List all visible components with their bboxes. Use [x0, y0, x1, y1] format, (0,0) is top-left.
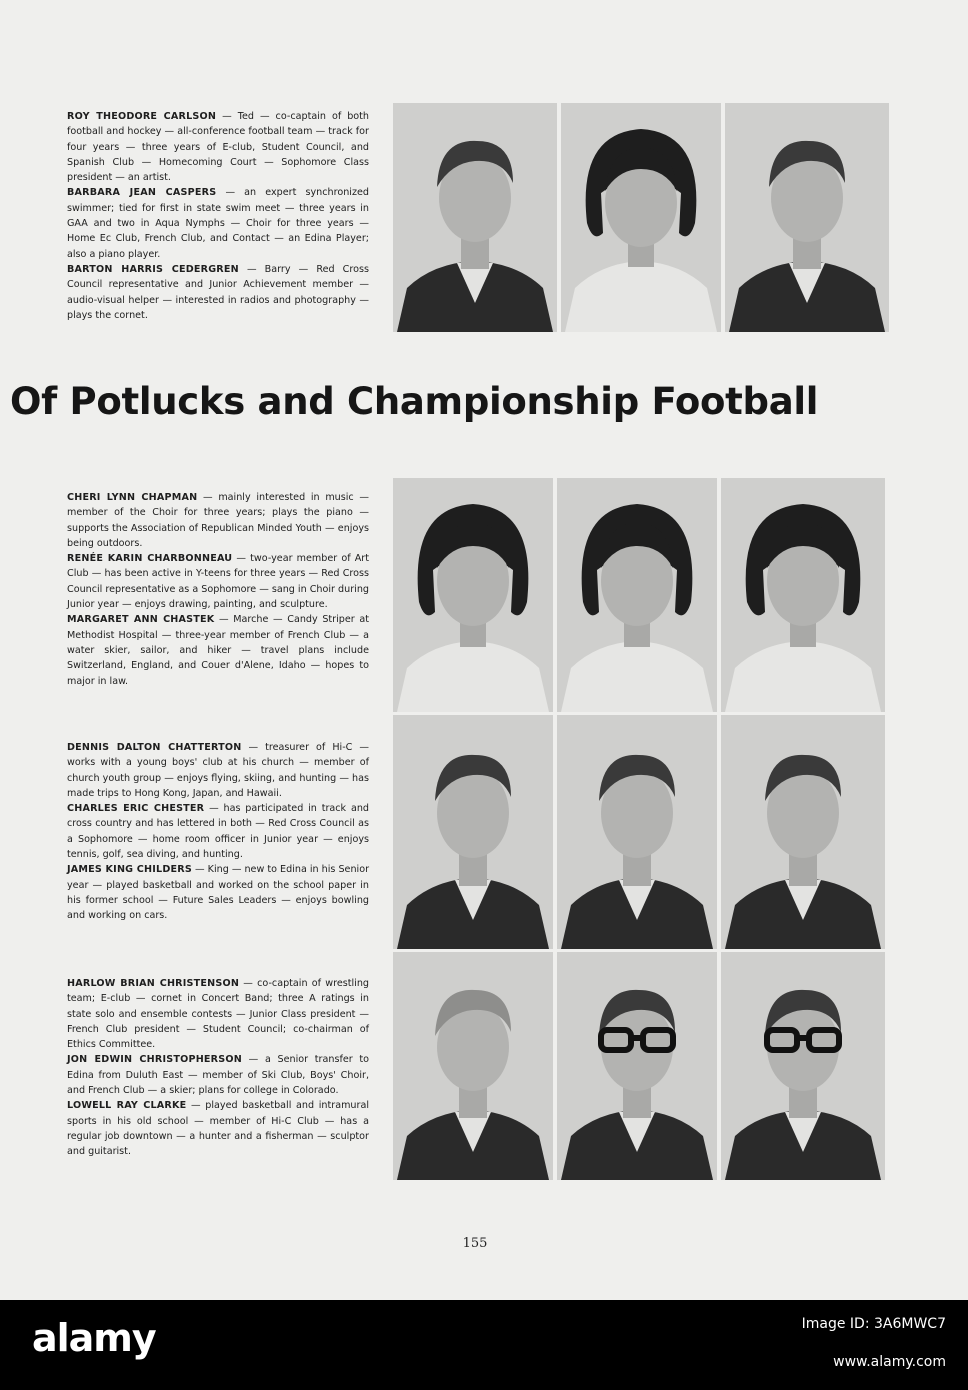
bio-entry [67, 862, 369, 923]
footer-info [802, 1316, 946, 1370]
student-portrait [721, 952, 885, 1180]
watermark-footer [0, 1300, 968, 1390]
student-bio: — Marche — Candy Striper at Methodist Hospital — three-year member of French Club — a water skier, sailor, and hiker — travel plans include Switzerland, England, and Couer d'Alene, Idaho — hopes to major in law. [67, 614, 369, 687]
student-portrait [393, 715, 553, 949]
student-bio: — mainly interested in music — member of the Choir for three years; plays the piano — supports the Association of Republican Minded Youth — enjoys being outdoors. [67, 492, 369, 549]
student-portrait [721, 715, 885, 949]
student-name: BARTON HARRIS CEDERGREN [67, 263, 239, 275]
bio-entry [67, 185, 369, 261]
bio-entry [67, 109, 369, 185]
student-portrait [557, 952, 717, 1180]
student-bio: — an expert synchronized swimmer; tied for first in state swim meet — three years in GAA and two in Aqua Nymphs — Choir for three years — Home Ec Club, French Club, and Contact — an Edina Player; also a piano player. [67, 187, 369, 260]
student-bio: — co-captain of wrestling team; E-club — cornet in Concert Band; three A ratings in state solo and ensemble contests — Junior Class president — French Club president — Student Council; co-chairman of Ethics Committee. [67, 978, 369, 1051]
bio-entry [67, 740, 369, 801]
student-name: LOWELL RAY CLARKE [67, 1100, 187, 1112]
student-portrait [725, 103, 889, 332]
student-bio: — King — new to Edina in his Senior year — played basketball and worked on the school paper in his former school — Future Sales Leaders — enjoys bowling and working on cars. [67, 864, 370, 922]
bio-entry [67, 490, 369, 551]
bio-entry [67, 976, 369, 1052]
student-portrait [393, 952, 553, 1180]
student-bio: — a Senior transfer to Edina from Duluth East — member of Ski Club, Boys' Choir, and French Club — a skier; plans for college in Colorado. [67, 1054, 369, 1097]
student-portrait [561, 103, 721, 332]
student-name: HARLOW BRIAN CHRISTENSON [67, 978, 240, 989]
bio-entry [67, 1052, 369, 1098]
student-name: CHERI LYNN CHAPMAN [67, 492, 198, 503]
student-portrait [721, 478, 885, 712]
bio-entry [67, 801, 369, 862]
student-name: JAMES KING CHILDERS [67, 864, 192, 876]
student-name: JON EDWIN CHRISTOPHERSON [67, 1054, 242, 1066]
student-name: ROY THEODORE CARLSON [67, 111, 217, 122]
student-bio: — Barry — Red Cross Council representative and Junior Achievement member — audio-visual helper — interested in radios and photography — plays the cornet. [67, 263, 369, 321]
page-headline: Of Potlucks and Championship Football [10, 380, 819, 423]
bio-entry [67, 1098, 369, 1159]
bio-block-2 [67, 490, 369, 689]
image-id-label: Image ID: 3A6MWC7 [801, 1316, 946, 1332]
page-number: 155 [462, 1236, 488, 1251]
bio-entry [67, 262, 369, 323]
student-portrait [393, 103, 557, 332]
bio-entry [67, 612, 369, 688]
bio-entry [67, 551, 369, 612]
student-name: MARGARET ANN CHASTEK [67, 614, 215, 626]
bio-block-4 [67, 976, 369, 1160]
brand-logo: alamy [32, 1316, 156, 1360]
student-name: RENÉE KARIN CHARBONNEAU [67, 553, 233, 565]
student-portrait [557, 715, 717, 949]
bio-block-1 [67, 109, 369, 323]
student-portrait [557, 478, 717, 712]
student-name: DENNIS DALTON CHATTERTON [67, 742, 242, 753]
student-bio: — played basketball and intramural sports in his old school — member of Hi-C Club — has a regular job downtown — a hunter and a fisherman — sculptor and guitarist. [67, 1100, 369, 1158]
student-portrait [393, 478, 553, 712]
student-bio: — two-year member of Art Club — has been active in Y-teens for three years — Red Cross Council representative as a Sophomore — sang in Choir during Junior year — enjoys drawing, painting, and sculpture. [67, 553, 369, 611]
site-url[interactable]: www.alamy.com [833, 1354, 946, 1370]
bio-block-3 [67, 740, 369, 924]
student-bio: — has participated in track and cross country and has lettered in both — Red Cross Council as a Sophomore — home room officer in Junior year — enjoys tennis, golf, sea diving, and hunting. [67, 803, 369, 861]
student-name: BARBARA JEAN CASPERS [67, 187, 217, 199]
student-bio: — treasurer of Hi-C — works with a young boys' club at his church — member of church youth group — enjoys flying, skiing, and hunting — has made trips to Hong Kong, Japan, and Hawaii. [67, 742, 369, 799]
student-name: CHARLES ERIC CHESTER [67, 803, 205, 815]
student-bio: — Ted — co-captain of both football and hockey — all-conference football team — track for four years — three years of E-club, Student Council, and Spanish Club — Homecoming Court — Sophomore Class president — an artist. [67, 111, 370, 184]
